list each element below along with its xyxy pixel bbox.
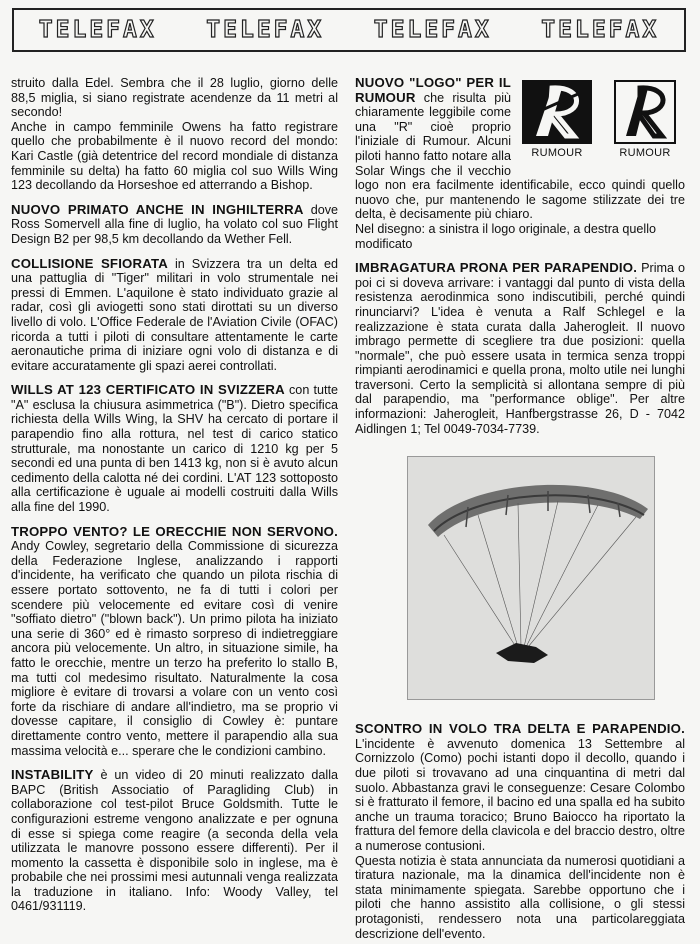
right-column: [355, 76, 685, 941]
item-text: dove Ross Somervell alla fine di luglio, ha volato col suo Flight Design B2 per 98,5 km decollando da Wether Fell.: [11, 202, 338, 246]
item-text: in Svizzera tra un delta ed una pattuglia di "Tiger" militari in volo strumentale nei pressi di Emmen. L'aquilone è stato individuato grazie al radar, così gli aviogetti sono stati dirottati su un diverso livello di volo. L'Office Federale de l'Aviation Civile (OFAC) ricorda a tutti i piloti di consultare attentamente le carte aeronautiche prima di iniziare ogni volo di distanza e di evitare accuratamente gli spazi aerei controllati.: [11, 256, 338, 373]
item-text: che risulta più chiaramente leggibile come una "R" cioè proprio l'iniziale di Rumour. Alcuni piloti hanno fatto notare alla Solar Wings che il vecchio logo non era facilmente identificabile, ecco quindi quello nuovo che, pur mantenendo le sagome stilizzate dei tre delta, è decisamente più chiaro.: [355, 90, 685, 222]
news-item: [355, 854, 685, 942]
rumour-modified-logo-icon: [614, 80, 676, 144]
news-item: [355, 722, 685, 853]
news-item: [11, 76, 338, 120]
item-heading: IMBRAGATURA PRONA PER PARAPENDIO.: [355, 260, 638, 276]
logo-caption: RUMOUR: [531, 147, 583, 159]
header-word: TELEFAX: [38, 17, 157, 43]
paraglider-photo: [407, 456, 655, 700]
item-text: Anche in campo femminile Owens ha fatto registrare quello che probabilmente è il nuovo record del mondo: Kari Castle (già detentrice del record mondiale di distanza femminile su delta) ha fatto 60 miglia col suo Wills Wing 123 decollando da Horseshoe ed atterrando a Bishop.: [11, 119, 338, 193]
item-heading: TROPPO VENTO? LE ORECCHIE NON SERVONO.: [11, 523, 338, 539]
news-item: [11, 383, 338, 514]
item-heading: COLLISIONE SFIORATA: [11, 255, 168, 271]
item-text: è un video di 20 minuti realizzato dalla BAPC (British Associatio of Paragliding Club) in collaborazione col test-pilot Bruce Goldsmith. Tutte le configurazioni estreme vengono analizzate e per ognuna di esse si spiega come reagire (a seconda della vela utilizzata le manovre possono essere differenti). Per il momento la cassetta è disponibile solo in inglese, ma è probabile che nei prossimi mesi autunnali venga realizzata la traduzione in italiano. Info: Woody Valley, tel 0461/931119.: [11, 768, 338, 914]
news-item: [11, 203, 338, 247]
item-heading: NUOVO "LOGO" PER IL RUMOUR: [355, 76, 511, 105]
news-item: [11, 768, 338, 914]
header-word: TELEFAX: [541, 17, 660, 43]
item-heading: INSTABILITY: [11, 767, 94, 783]
rumour-logo-modified: [605, 80, 685, 170]
item-text: L'incidente è avvenuto domenica 13 Settembre al Cornizzolo (Como) pochi istanti dopo il decollo, quando i due piloti si trovavano ad una cinquantina di metri dal suolo. Abbastanza gravi le conseguenze: Cesare Colombo si è fratturato il femore, il bacino ed una spalla ed ha subito anche un trauma toracico; Bruno Baiocco ha riportato la frattura del femore della clavicola e del braccio destro, oltre a numerose contusioni.: [355, 736, 685, 853]
telefax-header: [12, 8, 686, 52]
item-heading: SCONTRO IN VOLO TRA DELTA E PARAPENDIO.: [355, 721, 685, 737]
item-heading: WILLS AT 123 CERTIFICATO IN SVIZZERA: [11, 382, 285, 398]
header-word: TELEFAX: [373, 17, 492, 43]
item-text: struito dalla Edel. Sembra che il 28 luglio, giorno delle 88,5 miglia, si siano registrate acendenze da 11 metri al secondo!: [11, 76, 338, 120]
item-text: Andy Cowley, segretario della Commissione di sicurezza della Federazione Inglese, analizzando i rapporti d'incidente, ha verificato che quando un pilota rischia di essere portato sottovento, ne fa di tutti i colori per scendere più velocemente ed evitare così di venire "soffiato dietro" ("blown back"). Un primo pilota ha iniziato una serie di 360° ed è rimasto sorpreso di indietreggiare ancora più velocemente. Un altro, in situazione simile, ha fatto le orecchie, mentre un terzo ha preferito lo stallo B, ma tutti col medesimo risultato. Naturalmente la cosa migliore è evitare di trovarsi a volare con un vento così forte da rischiare di andare all'indietro, ma se proprio vi dovesse capitare, il consiglio di Cowley è: puntare direttamente contro vento, mettere il parapendio alla sua massima velocità e... sperare che le condizioni cambino.: [11, 539, 338, 758]
news-item: [11, 525, 338, 759]
left-column: [11, 76, 338, 914]
rumour-logo-original: [517, 80, 597, 170]
paraglider-image: [408, 457, 654, 699]
logo-comparison: [517, 80, 685, 170]
item-heading: NUOVO PRIMATO ANCHE IN INGHILTERRA: [11, 201, 304, 217]
news-item-logo: [355, 76, 685, 251]
news-item: [355, 261, 685, 436]
logo-caption: RUMOUR: [619, 147, 671, 159]
news-item: [11, 257, 338, 374]
item-text: Questa notizia è stata annunciata da numerosi quotidiani a tiratura nazionale, ma la dinamica dell'incidente non è stata minimamente spiegata. Sarebbe opportuno che i piloti che hanno assistito alla collisione, o gli stessi protagonisti, rendessero nota una particolareggiata descrizione dell'evento.: [355, 853, 685, 941]
item-text: Nel disegno: a sinistra il logo originale, a destra quello modificato: [355, 221, 657, 251]
news-item: [11, 120, 338, 193]
rumour-original-logo-icon: [522, 80, 592, 144]
item-text: Prima o poi ci si doveva arrivare: i vantaggi dal punto di vista della resistenza aerodinmica sono indiscutibili, perché quindi rinunciarvi? L'idea è venuta a Ralf Schlegel e la realizzazione è stata curata dalla Jaherogleit. Il nuovo imbrago permette di scegliere tra due posizioni: quella "normale", che può essere usata in termica senza troppi rimpianti aerodinamici e quella prona, molto utile nei lunghi traversoni. Certo la semplicità si allontana sempre di più dal parapendio, ma "performance oblige". Per altre informazioni: Jaherogleit, Hanfbergstrasse 26, D - 7042 Aidlingen 1; Tel 0049-7034-7739.: [355, 261, 685, 436]
header-word: TELEFAX: [206, 17, 325, 43]
item-text: con tutte "A" esclusa la chiusura asimmetrica ("B"). Dietro specifica richiesta della Wills Wing, la SHV ha cercato di portare il parapendio fino alla rottura, nel test di carico statico strutturale, ma nonostante un carico di 1210 kg per 5 secondi ed una punta di ben 1413 kg, non si è avuto alcun cedimento della calotta né dei cordini. L'AT 123 sottoposto alla certificazione è uguale ai modelli costruiti dalla Wills alla fine del 1990.: [11, 383, 338, 515]
